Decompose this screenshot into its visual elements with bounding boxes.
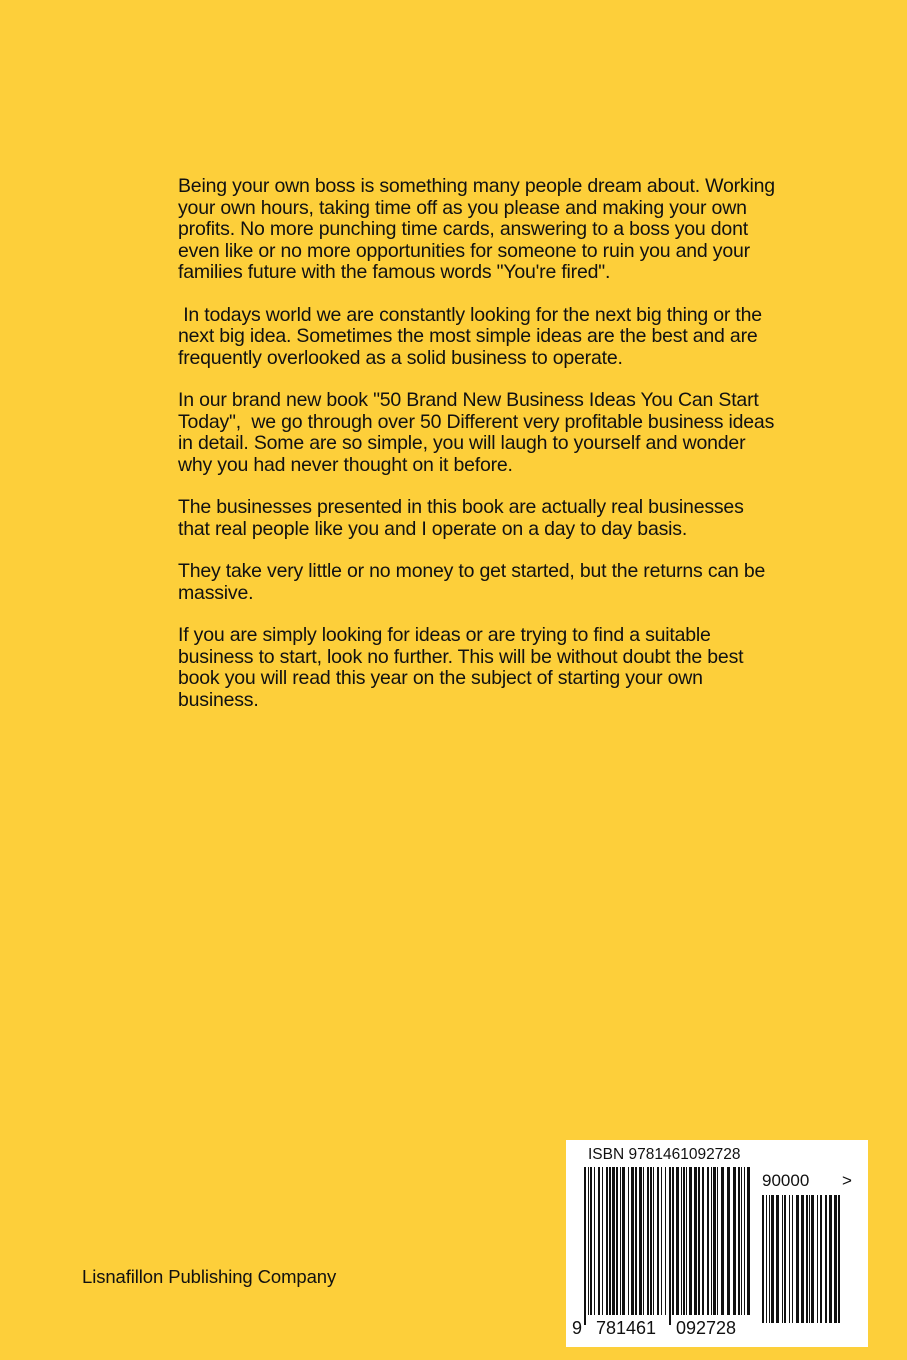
blurb-paragraph: Being your own boss is something many people dream about. Working your own hours, taking time off as you please and making your own profits. No more punching time cards, answering to a boss you dont even like or no more opportunities for someone to ruin you and your families future with the famous words "You're fired". bbox=[178, 175, 781, 283]
barcode-bar bbox=[683, 1167, 685, 1315]
barcode-bar bbox=[713, 1167, 716, 1315]
addon-barcode-bars bbox=[762, 1195, 842, 1325]
barcode-bar bbox=[801, 1195, 804, 1323]
barcode-bar bbox=[829, 1195, 832, 1323]
barcode-bar bbox=[733, 1167, 736, 1315]
barcode-bar bbox=[672, 1167, 674, 1315]
barcode-bar bbox=[784, 1195, 786, 1323]
barcode-bar bbox=[622, 1167, 625, 1315]
barcode-bar bbox=[650, 1167, 652, 1315]
barcode-bar bbox=[609, 1167, 611, 1315]
back-cover-blurb bbox=[178, 175, 781, 732]
barcode-bar bbox=[820, 1195, 822, 1323]
barcode-bar bbox=[776, 1195, 779, 1323]
barcode-bar bbox=[721, 1167, 724, 1315]
barcode-bar bbox=[598, 1167, 600, 1315]
barcode-bar bbox=[639, 1167, 642, 1315]
blurb-paragraph: In our brand new book "50 Brand New Business Ideas You Can Start Today", we go through over 50 Different very profitable business ideas in detail. Some are so simple, you will laugh to yourself and wonder why you had never thought on it before. bbox=[178, 389, 780, 476]
barcode-bar bbox=[809, 1195, 810, 1323]
blurb-paragraph: The businesses presented in this book are actually real businesses that real people like you and I operate on a day to day basis. bbox=[178, 496, 749, 540]
barcode-bar bbox=[616, 1167, 618, 1315]
isbn-barcode bbox=[566, 1140, 868, 1347]
barcode-bar bbox=[694, 1167, 697, 1315]
barcode-bar bbox=[681, 1167, 682, 1315]
barcode-bar bbox=[727, 1167, 730, 1315]
barcode-bar bbox=[711, 1167, 712, 1315]
barcode-bar bbox=[744, 1167, 745, 1315]
barcode-bar bbox=[643, 1167, 644, 1315]
barcode-bar bbox=[825, 1195, 827, 1323]
barcode-bar bbox=[738, 1167, 740, 1315]
barcode-bar bbox=[766, 1195, 767, 1323]
barcode-bar bbox=[602, 1167, 603, 1315]
barcode-bar bbox=[747, 1167, 750, 1315]
barcode-bar bbox=[769, 1195, 770, 1323]
barcode-bar bbox=[702, 1167, 704, 1315]
price-code: 90000 bbox=[762, 1171, 810, 1190]
isbn-digit-group-left: 781461 bbox=[596, 1318, 657, 1338]
barcode-bar bbox=[707, 1167, 709, 1315]
isbn-digit-first: 9 bbox=[572, 1318, 583, 1338]
barcode-bar bbox=[762, 1195, 764, 1323]
isbn-digits bbox=[566, 1318, 756, 1342]
barcode-bar bbox=[686, 1167, 687, 1315]
isbn-digit-group-right: 092728 bbox=[676, 1318, 737, 1338]
barcode-bars bbox=[584, 1167, 754, 1325]
isbn-label: ISBN 9781461092728 bbox=[588, 1146, 741, 1163]
barcode-bar bbox=[669, 1167, 671, 1325]
barcode-bar bbox=[741, 1167, 742, 1315]
barcode-bar bbox=[817, 1195, 818, 1323]
barcode-bar bbox=[653, 1167, 654, 1315]
barcode-bar bbox=[834, 1195, 837, 1323]
barcode-bar bbox=[620, 1167, 621, 1315]
blurb-paragraph: In todays world we are constantly looking for the next big thing or the next big idea. Sometimes the most simple ideas are the best and are frequently overlooked as a solid business to operate. bbox=[178, 303, 768, 369]
barcode-bar bbox=[635, 1167, 637, 1315]
barcode-bar bbox=[838, 1195, 840, 1323]
barcode-bar bbox=[657, 1167, 659, 1315]
barcode-bar bbox=[628, 1167, 629, 1315]
barcode-bar bbox=[771, 1195, 774, 1323]
barcode-bar bbox=[594, 1167, 595, 1315]
barcode-bar bbox=[811, 1195, 814, 1323]
publisher-name: Lisnafillon Publishing Company bbox=[82, 1266, 337, 1287]
barcode-bar bbox=[665, 1167, 666, 1315]
barcode-bar bbox=[782, 1195, 783, 1323]
barcode-bar bbox=[792, 1195, 793, 1323]
barcode-bar bbox=[590, 1167, 592, 1315]
barcode-bar bbox=[789, 1195, 790, 1323]
barcode-bar bbox=[689, 1167, 692, 1315]
barcode-bar bbox=[612, 1167, 615, 1315]
barcode-bar bbox=[717, 1167, 718, 1315]
barcode-bar bbox=[647, 1167, 649, 1315]
barcode-bar bbox=[806, 1195, 808, 1323]
blurb-paragraph: If you are simply looking for ideas or are trying to find a suitable business to start, look no further. This will be without doubt the best book you will read this year on the subject of starting your own business. bbox=[178, 624, 749, 711]
barcode-bar bbox=[631, 1167, 634, 1315]
barcode-bar bbox=[676, 1167, 679, 1315]
quiet-zone-arrow: > bbox=[842, 1171, 852, 1190]
barcode-bar bbox=[796, 1195, 799, 1323]
blurb-paragraph: They take very little or no money to get started, but the returns can be massive. bbox=[178, 560, 771, 604]
barcode-bar bbox=[588, 1167, 589, 1315]
barcode-bar bbox=[606, 1167, 608, 1315]
barcode-bar bbox=[698, 1167, 700, 1315]
barcode-bar bbox=[584, 1167, 586, 1325]
barcode-bar bbox=[661, 1167, 662, 1315]
